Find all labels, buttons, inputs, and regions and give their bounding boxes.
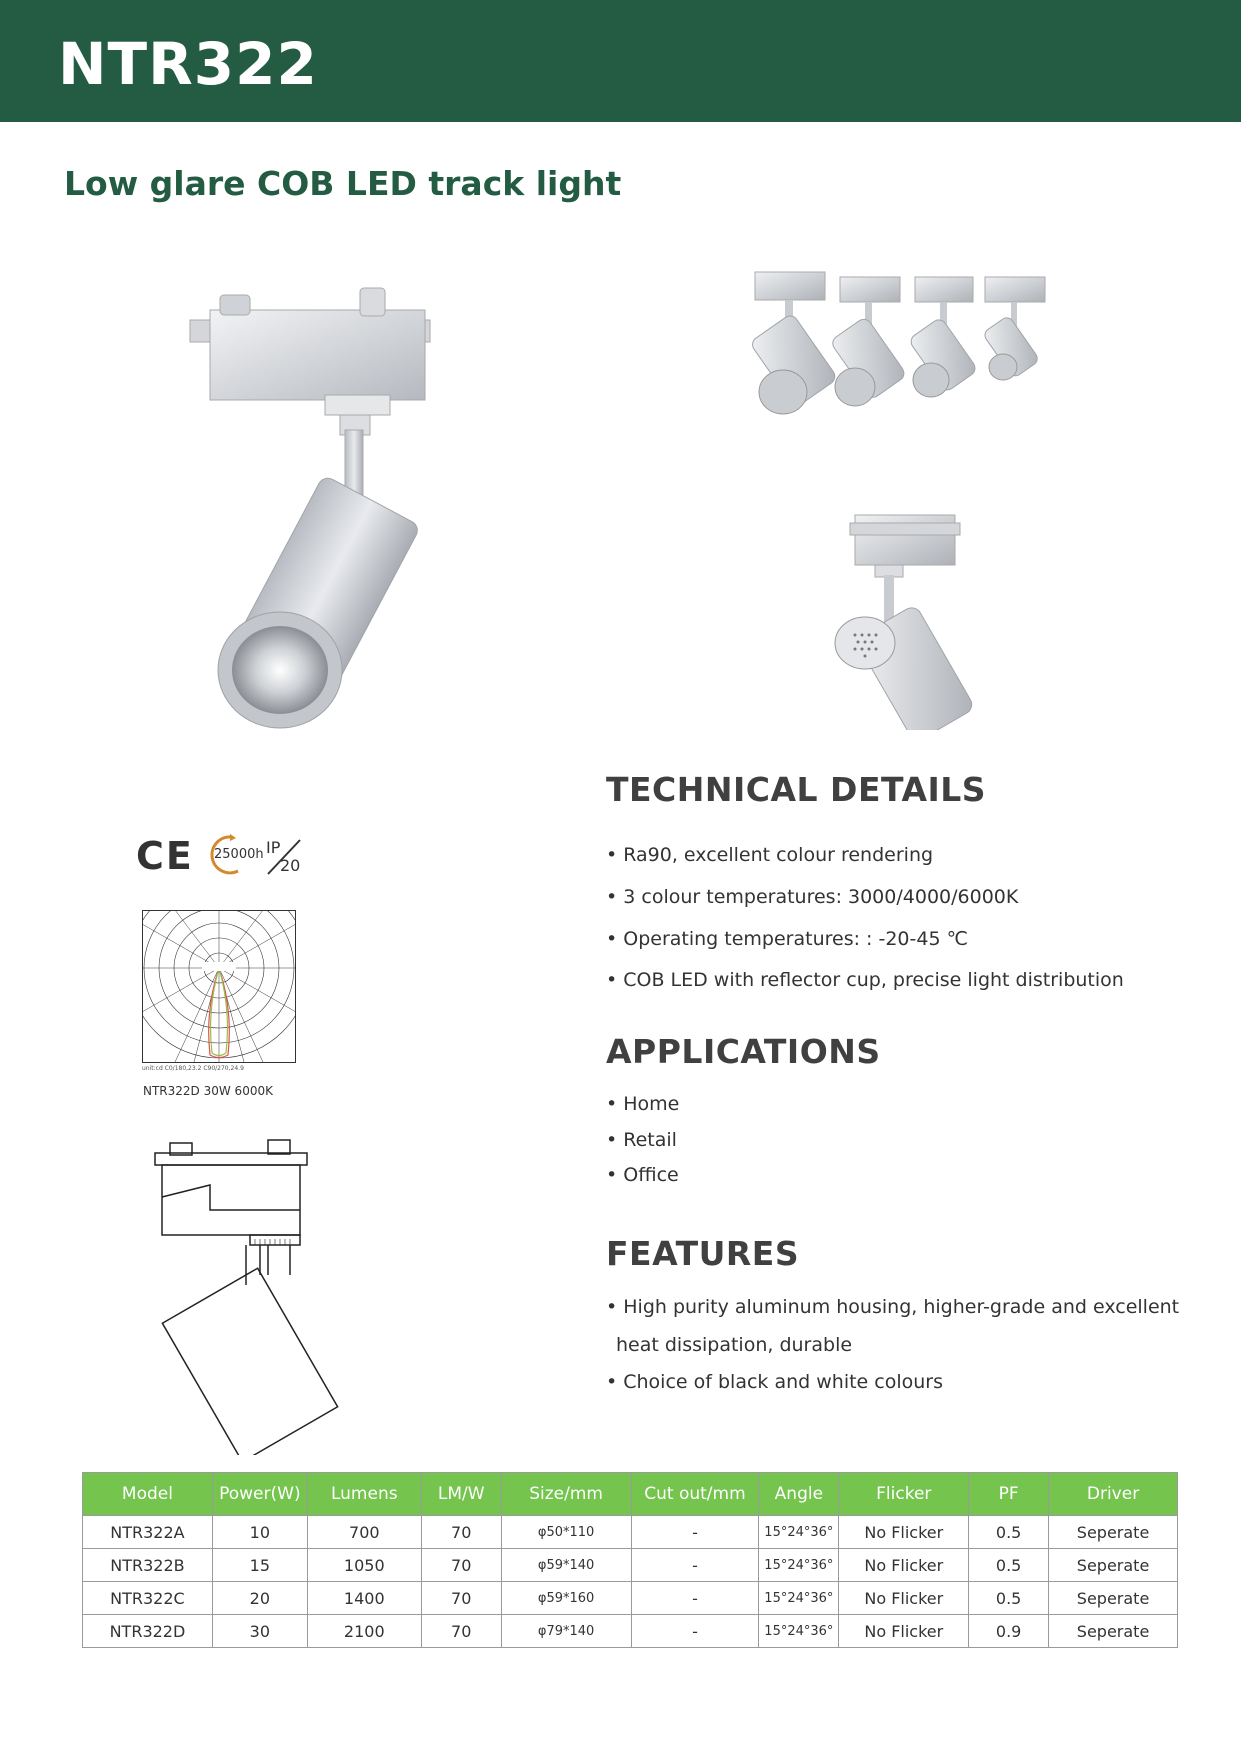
column-header: Cut out/mm — [631, 1473, 759, 1516]
table-cell: 15 — [212, 1549, 307, 1582]
column-header: Power(W) — [212, 1473, 307, 1516]
table-row — [83, 1582, 1178, 1615]
table-row — [83, 1516, 1178, 1549]
table-cell: NTR322D — [83, 1615, 213, 1648]
table-cell: Seperate — [1049, 1549, 1178, 1582]
table-cell: 0.9 — [969, 1615, 1049, 1648]
table-cell: φ59*160 — [501, 1582, 631, 1615]
column-header: PF — [969, 1473, 1049, 1516]
application-item: • Home — [606, 1093, 680, 1115]
table-cell: - — [631, 1549, 759, 1582]
column-header: Model — [83, 1473, 213, 1516]
table-row — [83, 1549, 1178, 1582]
table-cell: 1050 — [307, 1549, 421, 1582]
table-cell: Seperate — [1049, 1582, 1178, 1615]
lifetime-badge — [202, 833, 264, 877]
photometric-caption: NTR322D 30W 6000K — [143, 1084, 273, 1098]
table-cell: 15°24°36° — [759, 1582, 839, 1615]
column-header: LM/W — [421, 1473, 501, 1516]
column-header: Driver — [1049, 1473, 1178, 1516]
tech-item: • COB LED with reflector cup, precise light distribution — [606, 969, 1124, 991]
table-header-row — [83, 1473, 1178, 1516]
ip-rating-badge — [266, 838, 302, 876]
table-cell: No Flicker — [839, 1549, 969, 1582]
table-cell: Seperate — [1049, 1516, 1178, 1549]
ip-prefix: IP — [266, 838, 281, 857]
table-cell: NTR322B — [83, 1549, 213, 1582]
application-item: • Office — [606, 1164, 679, 1186]
table-cell: 15°24°36° — [759, 1549, 839, 1582]
table-cell: - — [631, 1516, 759, 1549]
table-cell: NTR322A — [83, 1516, 213, 1549]
specifications-table — [82, 1472, 1178, 1648]
feature-item-continuation: heat dissipation, durable — [616, 1334, 853, 1356]
product-subtitle: Low glare COB LED track light — [64, 164, 622, 203]
feature-item: • High purity aluminum housing, higher-grade and excellent — [606, 1296, 1180, 1318]
table-cell: 20 — [212, 1582, 307, 1615]
table-cell: 15°24°36° — [759, 1615, 839, 1648]
table-cell: φ79*140 — [501, 1615, 631, 1648]
tech-item: • Ra90, excellent colour rendering — [606, 844, 934, 866]
column-header: Size/mm — [501, 1473, 631, 1516]
table-cell: 70 — [421, 1615, 501, 1648]
table-cell: 0.5 — [969, 1549, 1049, 1582]
rear-view-image — [820, 505, 980, 730]
table-cell: 15°24°36° — [759, 1516, 839, 1549]
page-title: NTR322 — [58, 30, 318, 98]
tech-item: • Operating temperatures: : -20-45 ℃ — [606, 928, 968, 950]
applications-heading: APPLICATIONS — [606, 1032, 881, 1071]
table-cell: 70 — [421, 1549, 501, 1582]
features-heading: FEATURES — [606, 1234, 800, 1273]
column-header: Lumens — [307, 1473, 421, 1516]
table-cell: 10 — [212, 1516, 307, 1549]
table-cell: 70 — [421, 1582, 501, 1615]
photometric-legend: unit:cd C0/180,23.2 C90/270,24.9 — [142, 1065, 244, 1072]
table-cell: 0.5 — [969, 1516, 1049, 1549]
technical-details-heading: TECHNICAL DETAILS — [606, 770, 987, 809]
tech-item: • 3 colour temperatures: 3000/4000/6000K — [606, 886, 1019, 908]
table-cell: 2100 — [307, 1615, 421, 1648]
table-cell: φ50*110 — [501, 1516, 631, 1549]
table-cell: - — [631, 1582, 759, 1615]
table-cell: 70 — [421, 1516, 501, 1549]
table-cell: - — [631, 1615, 759, 1648]
dimension-line-drawing — [150, 1135, 350, 1455]
table-cell: 700 — [307, 1516, 421, 1549]
feature-item: • Choice of black and white colours — [606, 1371, 944, 1393]
photometric-polar-diagram — [142, 910, 296, 1063]
table-cell: 1400 — [307, 1582, 421, 1615]
lifetime-label: 25000h — [214, 847, 264, 862]
table-row — [83, 1615, 1178, 1648]
main-product-image — [180, 280, 480, 740]
table-cell: Seperate — [1049, 1615, 1178, 1648]
table-cell: 0.5 — [969, 1582, 1049, 1615]
table-cell: NTR322C — [83, 1582, 213, 1615]
table-cell: No Flicker — [839, 1516, 969, 1549]
ce-mark-icon: CE — [136, 834, 194, 878]
application-item: • Retail — [606, 1129, 677, 1151]
ip-value: 20 — [280, 856, 301, 875]
column-header: Angle — [759, 1473, 839, 1516]
table-cell: No Flicker — [839, 1615, 969, 1648]
product-family-image — [745, 262, 1065, 422]
table-cell: 30 — [212, 1615, 307, 1648]
table-cell: φ59*140 — [501, 1549, 631, 1582]
table-cell: No Flicker — [839, 1582, 969, 1615]
column-header: Flicker — [839, 1473, 969, 1516]
